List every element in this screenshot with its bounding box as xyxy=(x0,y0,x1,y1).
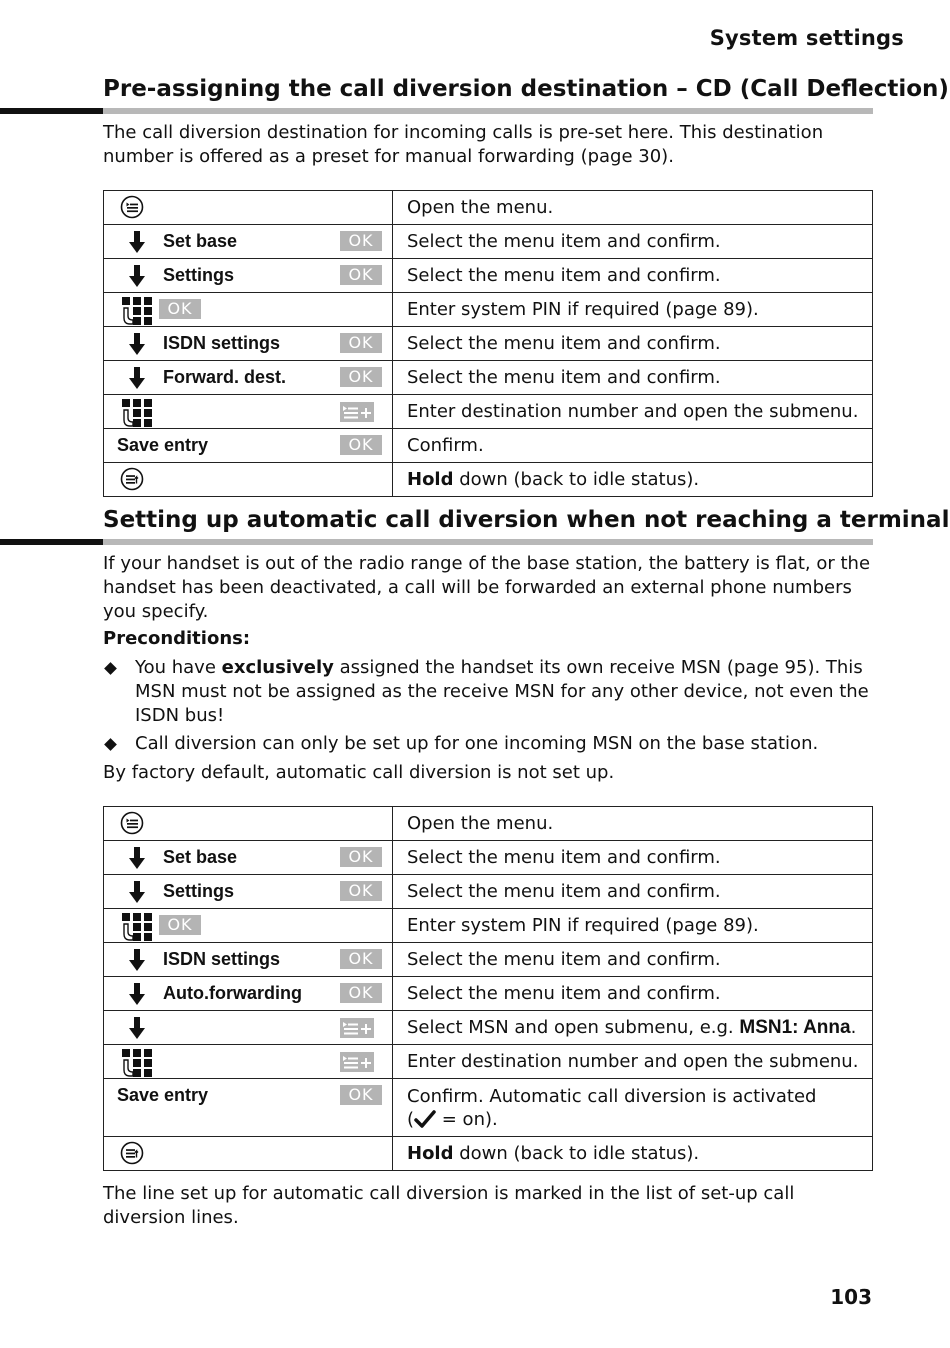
step-description: Enter system PIN if required (page 89). xyxy=(393,293,873,327)
section-intro: The call diversion destination for incoming calls is pre-set here. This destination number is offered as a preset for manual forwarding (page 30). xyxy=(103,122,824,167)
section-rule xyxy=(0,108,873,114)
menu-item-label: Set base xyxy=(163,847,238,867)
down-arrow-icon xyxy=(128,948,146,972)
step-description: Enter destination number and open the submenu. xyxy=(393,395,873,429)
step-description: Confirm. Automatic call diversion is activated ( = on). xyxy=(393,1079,873,1137)
step-row xyxy=(104,807,873,841)
step-row xyxy=(104,1079,873,1137)
submenu-icon xyxy=(340,1018,374,1038)
step-description xyxy=(393,1137,873,1171)
step-description: Select the menu item and confirm. xyxy=(393,361,873,395)
preconditions-heading: Preconditions: xyxy=(103,628,251,649)
ok-button: OK xyxy=(340,983,382,1003)
bullet-diamond-icon xyxy=(104,662,117,675)
page-number: 103 xyxy=(830,1285,872,1309)
list-item: Call diversion can only be set up for one incoming MSN on the base station. xyxy=(103,732,878,756)
hold-emphasis: Hold xyxy=(407,1143,454,1164)
hold-text: down (back to idle status). xyxy=(453,469,700,490)
footer-note: The line set up for automatic call diversion is marked in the list of set-up call diversion lines. xyxy=(103,1183,795,1228)
step-row xyxy=(104,259,873,293)
step-row xyxy=(104,1045,873,1079)
menu-item-label: Settings xyxy=(163,881,235,901)
step-description: Open the menu. xyxy=(393,807,873,841)
step-description: Select the menu item and confirm. xyxy=(393,259,873,293)
step-description: Select the menu item and confirm. xyxy=(393,225,873,259)
step-row xyxy=(104,875,873,909)
section-intro: If your handset is out of the radio range of the base station, the battery is flat, or the handset has been deactivated, a call will be forwarded an external phone numbers you specify. xyxy=(103,553,871,622)
hold-text: down (back to idle status). xyxy=(453,1143,700,1164)
step-row xyxy=(104,1011,873,1045)
step-row xyxy=(104,293,873,327)
steps-table-auto-diversion xyxy=(103,806,873,1171)
step-row xyxy=(104,361,873,395)
step-row xyxy=(104,1137,873,1171)
step-description: Enter system PIN if required (page 89). xyxy=(393,909,873,943)
step-row xyxy=(104,225,873,259)
save-entry-label: Save entry xyxy=(117,435,209,455)
step-description: Confirm. xyxy=(393,429,873,463)
down-arrow-icon xyxy=(128,366,146,390)
factory-default-note: By factory default, automatic call diversion is not set up. xyxy=(103,762,615,783)
save-entry-label: Save entry xyxy=(117,1085,209,1105)
down-arrow-icon xyxy=(128,230,146,254)
step-row xyxy=(104,977,873,1011)
down-arrow-icon xyxy=(128,1016,146,1040)
down-arrow-icon xyxy=(128,880,146,904)
menu-item-label: Forward. dest. xyxy=(163,367,287,387)
step-description: Select the menu item and confirm. xyxy=(393,977,873,1011)
msn-example: MSN1: Anna xyxy=(739,1017,851,1038)
running-head: System settings xyxy=(709,26,904,50)
section-title-call-deflection: Pre-assigning the call diversion destination – CD (Call Deflection) xyxy=(103,76,949,102)
step-row xyxy=(104,191,873,225)
down-arrow-icon xyxy=(128,332,146,356)
menu-item-label: Set base xyxy=(163,231,238,251)
end-call-icon xyxy=(120,467,144,491)
ok-button: OK xyxy=(340,231,382,251)
step-description: Select the menu item and confirm. xyxy=(393,943,873,977)
end-call-icon xyxy=(120,1141,144,1165)
down-arrow-icon xyxy=(128,264,146,288)
ok-button: OK xyxy=(159,299,201,319)
down-arrow-icon xyxy=(128,846,146,870)
keypad-icon xyxy=(121,398,153,428)
step-description: Select the menu item and confirm. xyxy=(393,327,873,361)
submenu-icon xyxy=(340,1052,374,1072)
ok-button: OK xyxy=(340,265,382,285)
step-row xyxy=(104,841,873,875)
menu-item-label: Auto.forwarding xyxy=(163,983,302,1003)
menu-icon xyxy=(120,195,144,219)
step-description: Enter destination number and open the submenu. xyxy=(393,1045,873,1079)
step-row xyxy=(104,327,873,361)
step-description: Select the menu item and confirm. xyxy=(393,841,873,875)
ok-button: OK xyxy=(340,435,382,455)
submenu-icon xyxy=(340,402,374,422)
bullet-diamond-icon xyxy=(104,738,117,751)
ok-button: OK xyxy=(340,367,382,387)
menu-icon xyxy=(120,811,144,835)
step-description: Select the menu item and confirm. xyxy=(393,875,873,909)
ok-button: OK xyxy=(340,847,382,867)
step-description: Open the menu. xyxy=(393,191,873,225)
steps-table-call-deflection xyxy=(103,190,873,497)
menu-item-label: Settings xyxy=(163,265,235,285)
checkmark-icon xyxy=(414,1110,436,1128)
step-row xyxy=(104,463,873,497)
step-row xyxy=(104,943,873,977)
ok-button: OK xyxy=(340,1085,382,1105)
menu-item-label: ISDN settings xyxy=(163,949,281,969)
step-description: Select MSN and open submenu, e.g. MSN1: Anna. xyxy=(393,1011,873,1045)
ok-button: OK xyxy=(159,915,201,935)
list-item: You have exclusively assigned the handset its own receive MSN (page 95). This MSN must not be assigned as the receive MSN for any other device, not even the ISDN bus! xyxy=(103,656,878,728)
menu-item-label: ISDN settings xyxy=(163,333,281,353)
step-row xyxy=(104,909,873,943)
keypad-icon xyxy=(121,912,153,942)
step-row xyxy=(104,429,873,463)
section-rule xyxy=(0,539,873,545)
hold-emphasis: Hold xyxy=(407,469,454,490)
keypad-icon xyxy=(121,296,153,326)
ok-button: OK xyxy=(340,949,382,969)
ok-button: OK xyxy=(340,881,382,901)
down-arrow-icon xyxy=(128,982,146,1006)
keypad-icon xyxy=(121,1048,153,1078)
step-row xyxy=(104,395,873,429)
preconditions-list xyxy=(103,656,878,760)
section-title-auto-diversion: Setting up automatic call diversion when not reaching a terminal xyxy=(103,507,950,533)
ok-button: OK xyxy=(340,333,382,353)
step-description xyxy=(393,463,873,497)
